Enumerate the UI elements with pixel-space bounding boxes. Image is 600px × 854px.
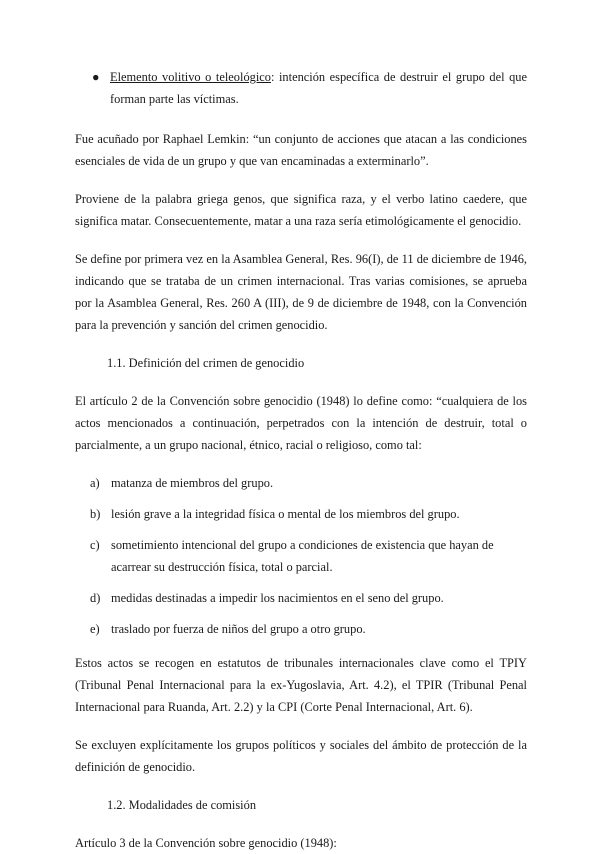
bullet-text: : intención específica de destruir el grupo del que forman parte las víctimas. [110, 70, 528, 106]
list-marker: e) [90, 622, 100, 636]
section-heading-1-1: 1.1. Definición del crimen de genocidio [107, 356, 305, 370]
bullet-term: Elemento volitivo o teleológico [110, 70, 271, 84]
list-marker: b) [90, 507, 101, 521]
paragraph-asamblea: Se define por primera vez en la Asamblea General, Res. 96(I), de 11 de diciembre de 1946, indicando que se trataba de un crimen internacional. Tras varias comisiones, se aprueba por la Asamblea General, Res. 260 A (III), de 9 de diciembre de 1948, con la Convención para la prevención y sanción del crimen genocidio. [75, 252, 527, 332]
list-item-d [75, 587, 527, 609]
paragraph-art2-intro: El artículo 2 de la Convención sobre genocidio (1948) lo define como: “cualquiera de los actos mencionados a continuación, perpetrados con la intención de destruir, total o parcialmente, a un grupo nacional, étnico, racial o religioso, como tal: [75, 394, 527, 452]
list-marker: c) [90, 538, 100, 552]
list-text: sometimiento intencional del grupo a condiciones de existencia que hayan de acarrear su destrucción física, total o parcial. [111, 538, 494, 574]
list-item-b [75, 503, 527, 525]
list-text: traslado por fuerza de niños del grupo a otro grupo. [111, 622, 366, 636]
bullet-marker: ● [92, 70, 100, 84]
paragraph-lemkin: Fue acuñado por Raphael Lemkin: “un conjunto de acciones que atacan a las condiciones esenciales de vida de un grupo y que van encaminadas a exterminarlo”. [75, 132, 527, 168]
paragraph-etimologia: Proviene de la palabra griega genos, que significa raza, y el verbo latino caedere, que significa matar. Consecuentemente, matar a una raza sería etimológicamente el genocidio. [75, 192, 527, 228]
list-text: matanza de miembros del grupo. [111, 476, 274, 490]
paragraph-art3-intro: Artículo 3 de la Convención sobre genocidio (1948): [75, 836, 337, 850]
paragraph-exclusion: Se excluyen explícitamente los grupos políticos y sociales del ámbito de protección de la definición de genocidio. [75, 738, 527, 774]
paragraph-tribunales: Estos actos se recogen en estatutos de tribunales internacionales clave como el TPIY (Tribunal Penal Internacional para la ex-Yugoslavia, Art. 4.2), el TPIR (Tribunal Penal Internacional para Ruanda, Art. 2.2) y la CPI (Corte Penal Internacional, Art. 6). [75, 656, 527, 714]
list-text: medidas destinadas a impedir los nacimientos en el seno del grupo. [111, 591, 444, 605]
section-heading-1-2: 1.2. Modalidades de comisión [107, 798, 257, 812]
acts-list [75, 472, 527, 640]
list-item-e [75, 618, 527, 640]
list-text: lesión grave a la integridad física o mental de los miembros del grupo. [111, 507, 460, 521]
bullet-item-volitivo [75, 66, 527, 110]
list-item-a [75, 472, 527, 494]
list-item-c [75, 534, 527, 578]
list-marker: a) [90, 476, 100, 490]
list-marker: d) [90, 591, 101, 605]
